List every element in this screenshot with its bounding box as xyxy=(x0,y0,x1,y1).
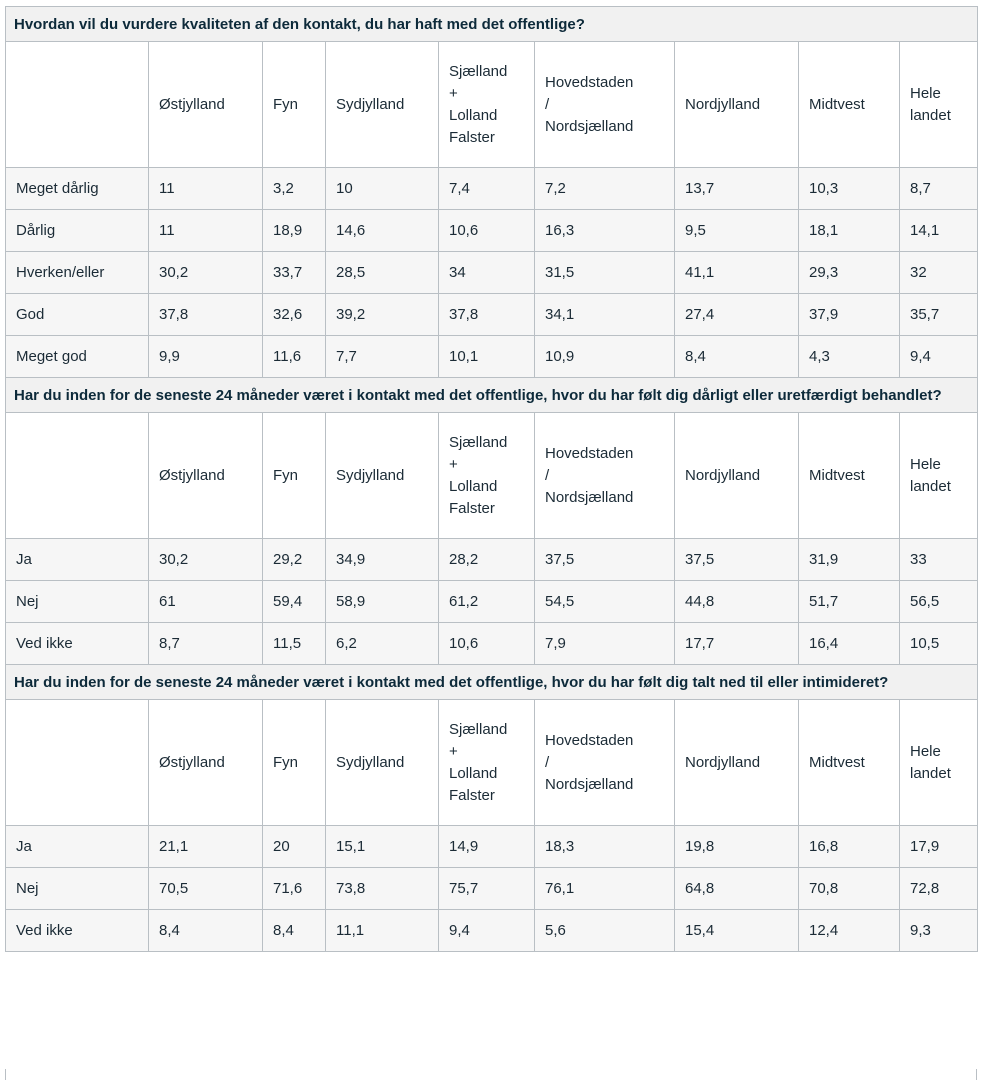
value-cell: 5,6 xyxy=(535,910,675,952)
survey-tables xyxy=(5,6,977,952)
table-row xyxy=(6,168,978,210)
value-cell: 8,4 xyxy=(675,336,799,378)
value-cell: 32 xyxy=(900,252,978,294)
value-cell: 28,2 xyxy=(439,539,535,581)
column-header: Hovedstaden / Nordsjælland xyxy=(535,413,675,539)
column-header: Fyn xyxy=(263,700,326,826)
value-cell: 9,5 xyxy=(675,210,799,252)
column-header: Sydjylland xyxy=(326,42,439,168)
table-row xyxy=(6,539,978,581)
column-header: Nordjylland xyxy=(675,413,799,539)
value-cell: 37,9 xyxy=(799,294,900,336)
column-header: Østjylland xyxy=(149,42,263,168)
table-body xyxy=(6,7,978,952)
value-cell: 12,4 xyxy=(799,910,900,952)
question-row xyxy=(6,378,978,413)
value-cell: 10 xyxy=(326,168,439,210)
value-cell: 11 xyxy=(149,210,263,252)
value-cell: 6,2 xyxy=(326,623,439,665)
value-cell: 75,7 xyxy=(439,868,535,910)
value-cell: 10,5 xyxy=(900,623,978,665)
column-header: Fyn xyxy=(263,42,326,168)
column-header: Fyn xyxy=(263,413,326,539)
value-cell: 9,4 xyxy=(439,910,535,952)
value-cell: 61,2 xyxy=(439,581,535,623)
column-header: Sjælland + Lolland Falster xyxy=(439,42,535,168)
table-row xyxy=(6,336,978,378)
value-cell: 16,4 xyxy=(799,623,900,665)
value-cell: 19,8 xyxy=(675,826,799,868)
row-label: God xyxy=(6,294,149,336)
question-heading: Har du inden for de seneste 24 måneder været i kontakt med det offentlige, hvor du har følt dig dårligt eller uretfærdigt behandlet? xyxy=(6,378,978,413)
table-row xyxy=(6,210,978,252)
value-cell: 7,4 xyxy=(439,168,535,210)
value-cell: 34,9 xyxy=(326,539,439,581)
question-heading: Har du inden for de seneste 24 måneder været i kontakt med det offentlige, hvor du har følt dig talt ned til eller intimideret? xyxy=(6,665,978,700)
value-cell: 30,2 xyxy=(149,252,263,294)
value-cell: 8,7 xyxy=(900,168,978,210)
table-row xyxy=(6,868,978,910)
value-cell: 10,6 xyxy=(439,623,535,665)
value-cell: 9,9 xyxy=(149,336,263,378)
value-cell: 11,5 xyxy=(263,623,326,665)
value-cell: 33,7 xyxy=(263,252,326,294)
value-cell: 14,1 xyxy=(900,210,978,252)
value-cell: 59,4 xyxy=(263,581,326,623)
value-cell: 29,3 xyxy=(799,252,900,294)
value-cell: 14,6 xyxy=(326,210,439,252)
value-cell: 71,6 xyxy=(263,868,326,910)
column-header: Sjælland + Lolland Falster xyxy=(439,413,535,539)
column-header: Sjælland + Lolland Falster xyxy=(439,700,535,826)
value-cell: 16,3 xyxy=(535,210,675,252)
column-header: Hele landet xyxy=(900,42,978,168)
value-cell: 37,5 xyxy=(675,539,799,581)
row-label: Nej xyxy=(6,581,149,623)
table-row xyxy=(6,910,978,952)
column-header: Nordjylland xyxy=(675,700,799,826)
row-label: Meget dårlig xyxy=(6,168,149,210)
value-cell: 7,2 xyxy=(535,168,675,210)
question-row xyxy=(6,7,978,42)
row-label: Hverken/eller xyxy=(6,252,149,294)
row-label: Meget god xyxy=(6,336,149,378)
value-cell: 7,9 xyxy=(535,623,675,665)
value-cell: 10,3 xyxy=(799,168,900,210)
value-cell: 11 xyxy=(149,168,263,210)
value-cell: 8,7 xyxy=(149,623,263,665)
value-cell: 54,5 xyxy=(535,581,675,623)
value-cell: 58,9 xyxy=(326,581,439,623)
question-row xyxy=(6,665,978,700)
value-cell: 8,4 xyxy=(149,910,263,952)
value-cell: 31,5 xyxy=(535,252,675,294)
table-row xyxy=(6,826,978,868)
value-cell: 35,7 xyxy=(900,294,978,336)
value-cell: 29,2 xyxy=(263,539,326,581)
value-cell: 15,1 xyxy=(326,826,439,868)
table-row xyxy=(6,581,978,623)
column-header: Nordjylland xyxy=(675,42,799,168)
value-cell: 27,4 xyxy=(675,294,799,336)
value-cell: 21,1 xyxy=(149,826,263,868)
value-cell: 14,9 xyxy=(439,826,535,868)
value-cell: 72,8 xyxy=(900,868,978,910)
header-corner-cell xyxy=(6,42,149,168)
value-cell: 44,8 xyxy=(675,581,799,623)
value-cell: 41,1 xyxy=(675,252,799,294)
value-cell: 13,7 xyxy=(675,168,799,210)
value-cell: 32,6 xyxy=(263,294,326,336)
table-row xyxy=(6,623,978,665)
row-label: Nej xyxy=(6,868,149,910)
row-label: Ja xyxy=(6,539,149,581)
value-cell: 28,5 xyxy=(326,252,439,294)
value-cell: 39,2 xyxy=(326,294,439,336)
column-header: Hovedstaden / Nordsjælland xyxy=(535,700,675,826)
value-cell: 16,8 xyxy=(799,826,900,868)
value-cell: 70,8 xyxy=(799,868,900,910)
value-cell: 11,1 xyxy=(326,910,439,952)
column-header: Hele landet xyxy=(900,413,978,539)
value-cell: 37,5 xyxy=(535,539,675,581)
column-header: Sydjylland xyxy=(326,700,439,826)
value-cell: 70,5 xyxy=(149,868,263,910)
value-cell: 10,1 xyxy=(439,336,535,378)
value-cell: 9,4 xyxy=(900,336,978,378)
value-cell: 37,8 xyxy=(439,294,535,336)
value-cell: 10,6 xyxy=(439,210,535,252)
row-label: Ja xyxy=(6,826,149,868)
column-header: Midtvest xyxy=(799,413,900,539)
value-cell: 33 xyxy=(900,539,978,581)
row-label: Ved ikke xyxy=(6,623,149,665)
value-cell: 56,5 xyxy=(900,581,978,623)
table-row xyxy=(6,252,978,294)
row-label: Ved ikke xyxy=(6,910,149,952)
value-cell: 11,6 xyxy=(263,336,326,378)
value-cell: 64,8 xyxy=(675,868,799,910)
column-header: Østjylland xyxy=(149,700,263,826)
column-header: Midtvest xyxy=(799,42,900,168)
column-header-row xyxy=(6,413,978,539)
value-cell: 17,9 xyxy=(900,826,978,868)
value-cell: 17,7 xyxy=(675,623,799,665)
header-corner-cell xyxy=(6,700,149,826)
value-cell: 8,4 xyxy=(263,910,326,952)
column-header: Hovedstaden / Nordsjælland xyxy=(535,42,675,168)
value-cell: 3,2 xyxy=(263,168,326,210)
row-label: Dårlig xyxy=(6,210,149,252)
value-cell: 15,4 xyxy=(675,910,799,952)
value-cell: 31,9 xyxy=(799,539,900,581)
value-cell: 51,7 xyxy=(799,581,900,623)
question-heading: Hvordan vil du vurdere kvaliteten af den kontakt, du har haft med det offentlige? xyxy=(6,7,978,42)
column-header: Midtvest xyxy=(799,700,900,826)
value-cell: 10,9 xyxy=(535,336,675,378)
column-header: Østjylland xyxy=(149,413,263,539)
column-header-row xyxy=(6,700,978,826)
value-cell: 30,2 xyxy=(149,539,263,581)
value-cell: 9,3 xyxy=(900,910,978,952)
value-cell: 18,3 xyxy=(535,826,675,868)
value-cell: 76,1 xyxy=(535,868,675,910)
value-cell: 34,1 xyxy=(535,294,675,336)
value-cell: 61 xyxy=(149,581,263,623)
value-cell: 7,7 xyxy=(326,336,439,378)
value-cell: 37,8 xyxy=(149,294,263,336)
header-corner-cell xyxy=(6,413,149,539)
column-header: Hele landet xyxy=(900,700,978,826)
value-cell: 73,8 xyxy=(326,868,439,910)
value-cell: 18,9 xyxy=(263,210,326,252)
value-cell: 34 xyxy=(439,252,535,294)
survey-table xyxy=(5,6,978,952)
column-header-row xyxy=(6,42,978,168)
value-cell: 4,3 xyxy=(799,336,900,378)
table-row xyxy=(6,294,978,336)
value-cell: 18,1 xyxy=(799,210,900,252)
value-cell: 20 xyxy=(263,826,326,868)
table-bottom-edge xyxy=(5,1069,977,1080)
column-header: Sydjylland xyxy=(326,413,439,539)
